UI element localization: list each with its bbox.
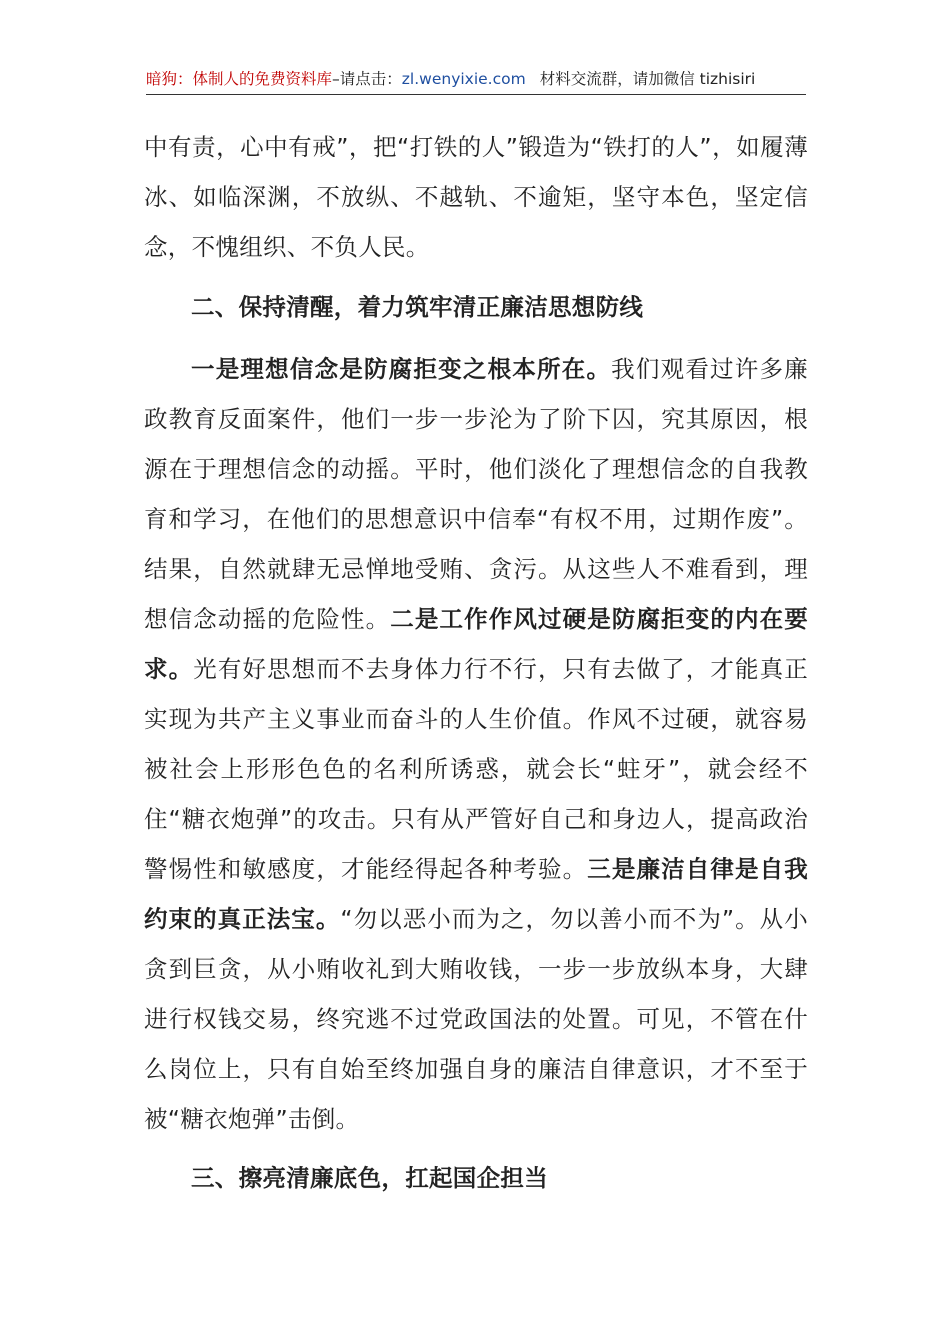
point-3-title: 三是廉洁自律是自我约束的真正法宝。 xyxy=(144,855,809,933)
section-heading-3: 三、擦亮清廉底色，扛起国企担当 xyxy=(191,1164,548,1192)
point-2-title: 二是工作作风过硬是防腐拒变的内在要求。 xyxy=(144,605,808,683)
paragraph-2 xyxy=(144,344,808,1144)
point-1-title: 一是理想信念是防腐拒变之根本所在。 xyxy=(191,355,612,383)
point-1-text: 我们观看过许多廉政教育反面案件，他们一步一步沦为了阶下囚，究其原因，根源在于理想信念的动摇。平时，他们淡化了理想信念的自我教育和学习，在他们的思想意识中信奉“有权不用，过期作废”。结果，自然就肆无忌惮地受贿、贪污。从这些人不难看到，理想信念动摇的危险性。 xyxy=(144,355,808,633)
point-3-text: “勿以恶小而为之，勿以善小而不为”。从小贪到巨贪，从小贿收礼到大贿收钱，一步一步放纵本身，大肆进行权钱交易，终究逃不过党政国法的处置。可见，不管在什么岗位上，只有自始至终加强自身的廉洁自律意识，才不至于被“糖衣炮弹”击倒。 xyxy=(144,905,808,1133)
point-2-text: 光有好思想而不去身体力行不行，只有去做了，才能真正实现为共产主义事业而奋斗的人生价值。作风不过硬，就容易被社会上形形色色的名利所诱惑，就会长“蛀牙”，就会经不住“糖衣炮弹”的攻击。只有从严管好自己和身边人，提高政治警惕性和敏感度，才能经得起各种考验。 xyxy=(144,655,808,883)
page-header xyxy=(146,64,806,95)
header-brand: 暗狗：体制人的免费资料库 xyxy=(146,70,333,88)
paragraph-continuation xyxy=(144,122,808,272)
header-link[interactable]: zl.wenyixie.com xyxy=(401,70,526,88)
header-prompt: –请点击： xyxy=(332,70,402,88)
section-3 xyxy=(144,1153,808,1203)
header-wechat: 材料交流群，请加微信 tizhisiri xyxy=(539,70,756,88)
paragraph-1: 中有责，心中有戒”，把“打铁的人”锻造为“铁打的人”，如履薄冰、如临深渊，不放纵、不越轨、不逾矩，坚守本色，坚定信念，不愧组织、不负人民。 xyxy=(144,133,808,261)
section-heading-2: 二、保持清醒，着力筑牢清正廉洁思想防线 xyxy=(191,293,644,321)
section-2 xyxy=(144,282,808,332)
section-2-body xyxy=(144,344,808,1144)
